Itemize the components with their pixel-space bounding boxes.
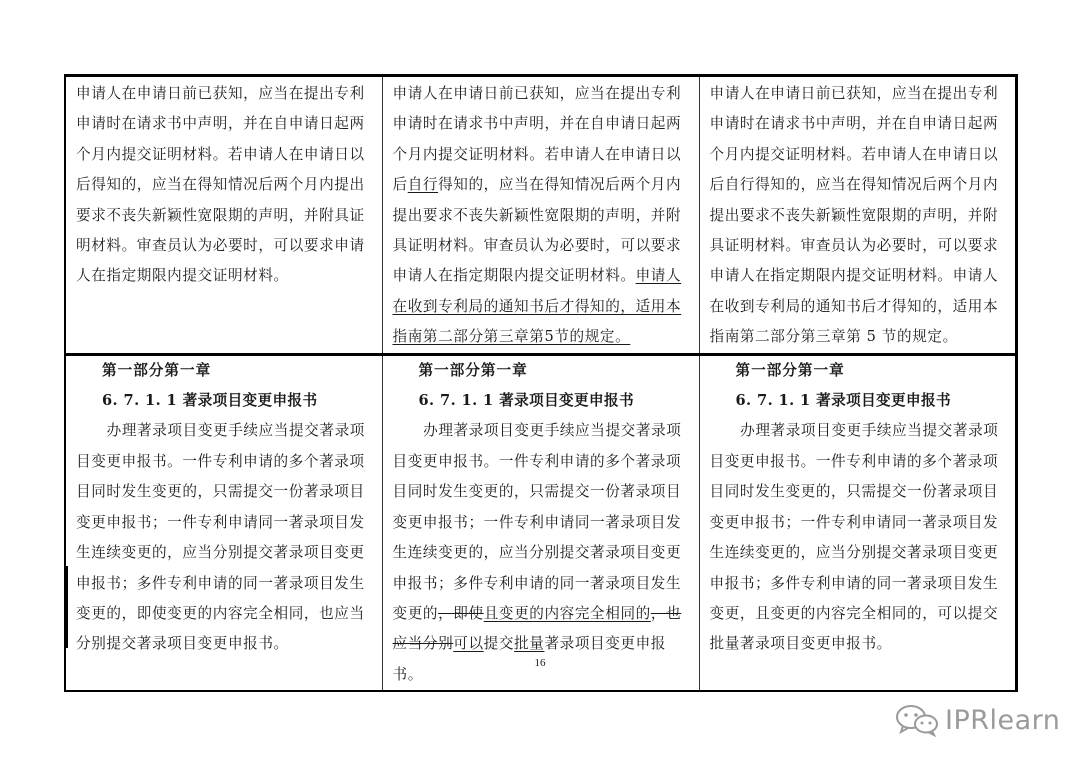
section-heading: 6. 7. 1. 1 著录项目变更申报书 [418, 392, 635, 410]
inserted-text: 自行 [407, 176, 439, 194]
deleted-text: ，也应当分别 [392, 604, 682, 653]
table-row [65, 76, 1016, 355]
revision-bar [66, 566, 68, 648]
original-text-cell [65, 76, 382, 355]
original-text: 申请人在申请日前已获知，应当在提出专利申请时在请求书中声明，并在自申请日起两个月内提交证明材料。若申请人在申请日以后得知的，应当在得知情况后两个月内提出要求不丧失新颖性宽限期的声明，并附具证明材料。审查员认为必要时，可以要求申请人在指定期限内提交证明材料。 [76, 85, 365, 285]
marked-text: 著录项目变更申报书。 [392, 635, 667, 683]
revised-text-cell [699, 354, 1016, 691]
chapter-heading: 第一部分第一章 [418, 361, 528, 379]
watermark [895, 700, 1060, 740]
inserted-text: 申请人在收到专利局的通知书后才得知的，适用本指南第二部分第三章第5节的规定。 [392, 267, 682, 346]
inserted-text: 可以 [453, 635, 484, 653]
revised-text: 申请人在申请日前已获知，应当在提出专利申请时在请求书中声明，并在自申请日起两个月内提交证明材料。若申请人在申请日以后自行得知的，应当在得知情况后两个月内提出要求不丧失新颖性宽限期的声明，并附具证明材料。审查员认为必要时，可以要求申请人在指定期限内提交证明材料。申请人在收到专利局的通知书后才得知的，适用本指南第二部分第三章第 5 节的规定。 [709, 85, 999, 346]
marked-text: 得知的，应当在得知情况后两个月内提出要求不丧失新颖性宽限期的声明，并附具证明材料。审查员认为必要时，可以要求申请人在指定期限内提交证明材料。 [392, 176, 682, 285]
table-row [65, 354, 1016, 691]
section-heading: 6. 7. 1. 1 著录项目变更申报书 [735, 392, 952, 410]
marked-text: 提交 [483, 635, 515, 653]
chapter-heading: 第一部分第一章 [735, 361, 845, 379]
marked-text: 申请人在申请日前已获知，应当在提出专利申请时在请求书中声明，并在自申请日起两个月内提交证明材料。若申请人在申请日以后 [392, 85, 682, 194]
original-text-cell [65, 354, 382, 691]
marked-text: 变更的内容完全相同的 [498, 604, 651, 622]
original-text: 办理著录项目变更手续应当提交著录项目变更申报书。一件专利申请的多个著录项目同时发生变更的，只需提交一份著录项目变更申报书；一件专利申请同一著录项目发生连续变更的，应当分别提交著录项目变更申报书；多件专利申请的同一著录项目发生变更的，即使变更的内容完全相同，也应当分别提交著录项目变更申报书。 [76, 422, 365, 653]
revised-text-cell [699, 76, 1016, 355]
chapter-heading: 第一部分第一章 [102, 361, 212, 379]
section-heading: 6. 7. 1. 1 著录项目变更申报书 [102, 392, 318, 410]
page-number: 16 [534, 657, 546, 669]
deleted-text: 使 [468, 604, 484, 622]
inserted-text: 批量 [514, 635, 545, 653]
deleted-text: ，即 [438, 604, 469, 622]
marked-text-paragraph [393, 416, 693, 690]
comparison-table [64, 74, 1018, 692]
watermark-text: IPRlearn [945, 704, 1061, 736]
wechat-icon [895, 703, 939, 737]
inserted-text: 且 [483, 604, 499, 622]
revised-text: 办理著录项目变更手续应当提交著录项目变更申报书。一件专利申请的多个著录项目同时发生变更的，只需提交一份著录项目变更申报书；一件专利申请同一著录项目发生连续变更的，应当分别提交著录项目变更申报书；多件专利申请的同一著录项目发生变更，且变更的内容完全相同的，可以提交批量著录项目变更申报书。 [709, 422, 999, 653]
marked-text: 办理著录项目变更手续应当提交著录项目变更申报书。一件专利申请的多个著录项目同时发生变更的，只需提交一份著录项目变更申报书；一件专利申请同一著录项目发生连续变更的，应当分别提交著录项目变更申报书；多件专利申请的同一著录项目发生变更的 [392, 422, 682, 622]
marked-text-cell [382, 76, 699, 355]
marked-text-cell [382, 354, 699, 691]
